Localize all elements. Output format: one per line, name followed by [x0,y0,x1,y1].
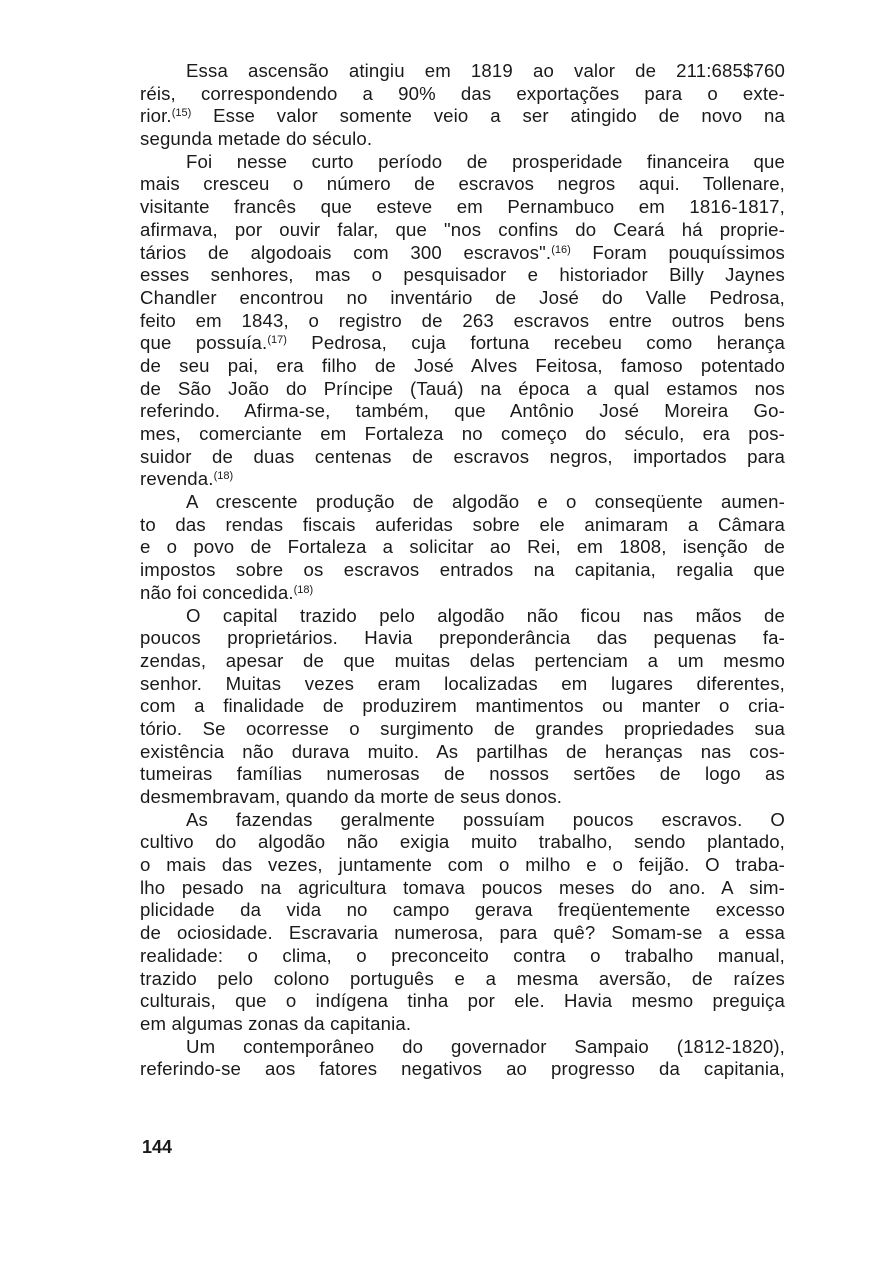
line-text: rior. [140,105,172,127]
line-text: de São João do Príncipe (Tauá) na época a qual estamos nos [140,377,785,399]
line-text: Essa ascensão atingiu em 1819 ao valor de 211:685$760 [186,60,785,81]
text-line [140,1058,785,1081]
line-text: tório. Se ocorresse o surgimento de grandes propriedades sua [140,717,785,739]
text-line [140,809,785,832]
text-line [140,968,785,991]
line-text: tários de algodoais com 300 escravos". [140,241,552,263]
text-line [140,718,785,741]
line-text: A crescente produção de algodão e o conseqüente aumen- [186,491,785,513]
line-text: to das rendas fiscais auferidas sobre ele animaram a Câmara [140,513,785,535]
line-text: Esse valor somente veio a ser atingido de novo na [191,105,785,127]
text-line [140,741,785,764]
line-text: e o povo de Fortaleza a solicitar ao Rei, em 1808, isenção de [140,536,785,558]
line-text: desmembravam, quando da morte de seus donos. [140,786,563,807]
line-text: visitante francês que esteve em Pernambuco em 1816-1817, [140,196,785,218]
text-line [140,105,785,128]
line-text: realidade: o clima, o preconceito contra o trabalho manual, [140,944,785,966]
line-text: culturais, que o indígena tinha por ele. Havia mesmo preguiça [140,990,785,1012]
footnote-reference: (16) [551,243,571,256]
line-text: que possuía. [140,332,268,354]
text-line [140,650,785,673]
line-text: segunda metade do século. [140,128,373,150]
text-line [140,400,785,423]
text-line [140,945,785,968]
text-line [140,1036,785,1059]
text-line [140,673,785,696]
line-text: Foram pouquíssimos [570,241,786,263]
line-text: suidor de duas centenas de escravos negros, importados para [140,445,785,467]
footnote-reference: (17) [267,334,287,347]
text-line [140,605,785,628]
line-text: esses senhores, mas o pesquisador e historiador Billy Jaynes [140,264,785,286]
line-text: mais cresceu o número de escravos negros aqui. Tollenare, [140,173,785,195]
line-text: não foi concedida. [140,581,294,603]
text-line [140,468,785,491]
line-text: mes, comerciante em Fortaleza no começo do século, era pos- [140,423,785,444]
text-line [140,491,785,514]
line-text: Foi nesse curto período de prosperidade financeira que [186,150,785,172]
line-text: tumeiras famílias numerosas de nossos sertões de logo as [140,763,785,785]
line-text: afirmava, por ouvir falar, que "nos confins do Ceará há proprie- [140,218,785,240]
line-text: impostos sobre os escravos entrados na capitania, regalia que [140,559,785,581]
text-line [140,786,785,809]
text-line [140,60,785,83]
line-text: réis, correspondendo a 90% das exportações para o exte- [140,82,785,104]
text-line [140,854,785,877]
text-line [140,423,785,446]
text-line [140,899,785,922]
text-line [140,173,785,196]
text-line [140,763,785,786]
page-number: 144 [142,1137,173,1157]
text-line [140,310,785,333]
text-line [140,922,785,945]
text-line [140,831,785,854]
text-line [140,219,785,242]
text-line [140,332,785,355]
line-text: Um contemporâneo do governador Sampaio (1812-1820), [186,1035,785,1057]
line-text: existência não durava muito. As partilhas de heranças nas cos- [140,740,785,762]
line-text: Chandler encontrou no inventário de José do Valle Pedrosa, [140,286,785,308]
text-line [140,355,785,378]
paragraph [140,60,785,151]
line-text: feito em 1843, o registro de 263 escravos entre outros bens [140,309,785,331]
line-text: zendas, apesar de que muitas delas pertenciam a um mesmo [140,649,785,671]
text-line [140,559,785,582]
line-text: As fazendas geralmente possuíam poucos escravos. O [186,808,785,830]
line-text: cultivo do algodão não exigia muito trabalho, sendo plantado, [140,831,785,853]
text-line [140,196,785,219]
line-text: de seu pai, era filho de José Alves Feitosa, famoso potentado [140,354,785,376]
paragraph [140,1036,785,1081]
line-text: em algumas zonas da capitania. [140,1012,412,1034]
text-line [140,128,785,151]
text-line [140,877,785,900]
paragraph [140,151,785,491]
line-text: trazido pelo colono português e a mesma aversão, de raízes [140,967,785,989]
line-text: O capital trazido pelo algodão não ficou nas mãos de [186,604,785,626]
line-text: referindo. Afirma-se, também, que Antônio José Moreira Go- [140,400,785,422]
line-text: poucos proprietários. Havia preponderância das pequenas fa- [140,627,785,649]
paragraph [140,605,785,809]
line-text: revenda. [140,468,214,490]
text-line [140,514,785,537]
line-text: senhor. Muitas vezes eram localizadas em lugares diferentes, [140,672,785,694]
line-text: Pedrosa, cuja fortuna recebeu como herança [286,332,785,354]
paragraph [140,809,785,1036]
body-text [140,60,785,1081]
text-line [140,83,785,106]
text-line [140,378,785,401]
line-text: plicidade da vida no campo gerava freqüentemente excesso [140,899,785,921]
text-line [140,242,785,265]
text-line [140,264,785,287]
line-text: o mais das vezes, juntamente com o milho e o feijão. O traba- [140,854,785,876]
text-line [140,287,785,310]
footnote-reference: (18) [213,470,234,483]
text-line [140,695,785,718]
text-line [140,446,785,469]
line-text: com a finalidade de produzirem mantimentos ou manter o cria- [140,695,785,717]
text-line [140,1013,785,1036]
text-line [140,582,785,605]
text-line [140,151,785,174]
line-text: de ociosidade. Escravaria numerosa, para quê? Somam-se a essa [140,922,785,944]
paragraph [140,491,785,604]
footnote-reference: (15) [171,107,192,120]
line-text: lho pesado na agricultura tomava poucos meses do ano. A sim- [140,876,785,898]
line-text: referindo-se aos fatores negativos ao progresso da capitania, [140,1058,785,1080]
text-line [140,536,785,559]
text-line [140,990,785,1013]
footnote-reference: (18) [293,583,314,596]
text-line [140,627,785,650]
